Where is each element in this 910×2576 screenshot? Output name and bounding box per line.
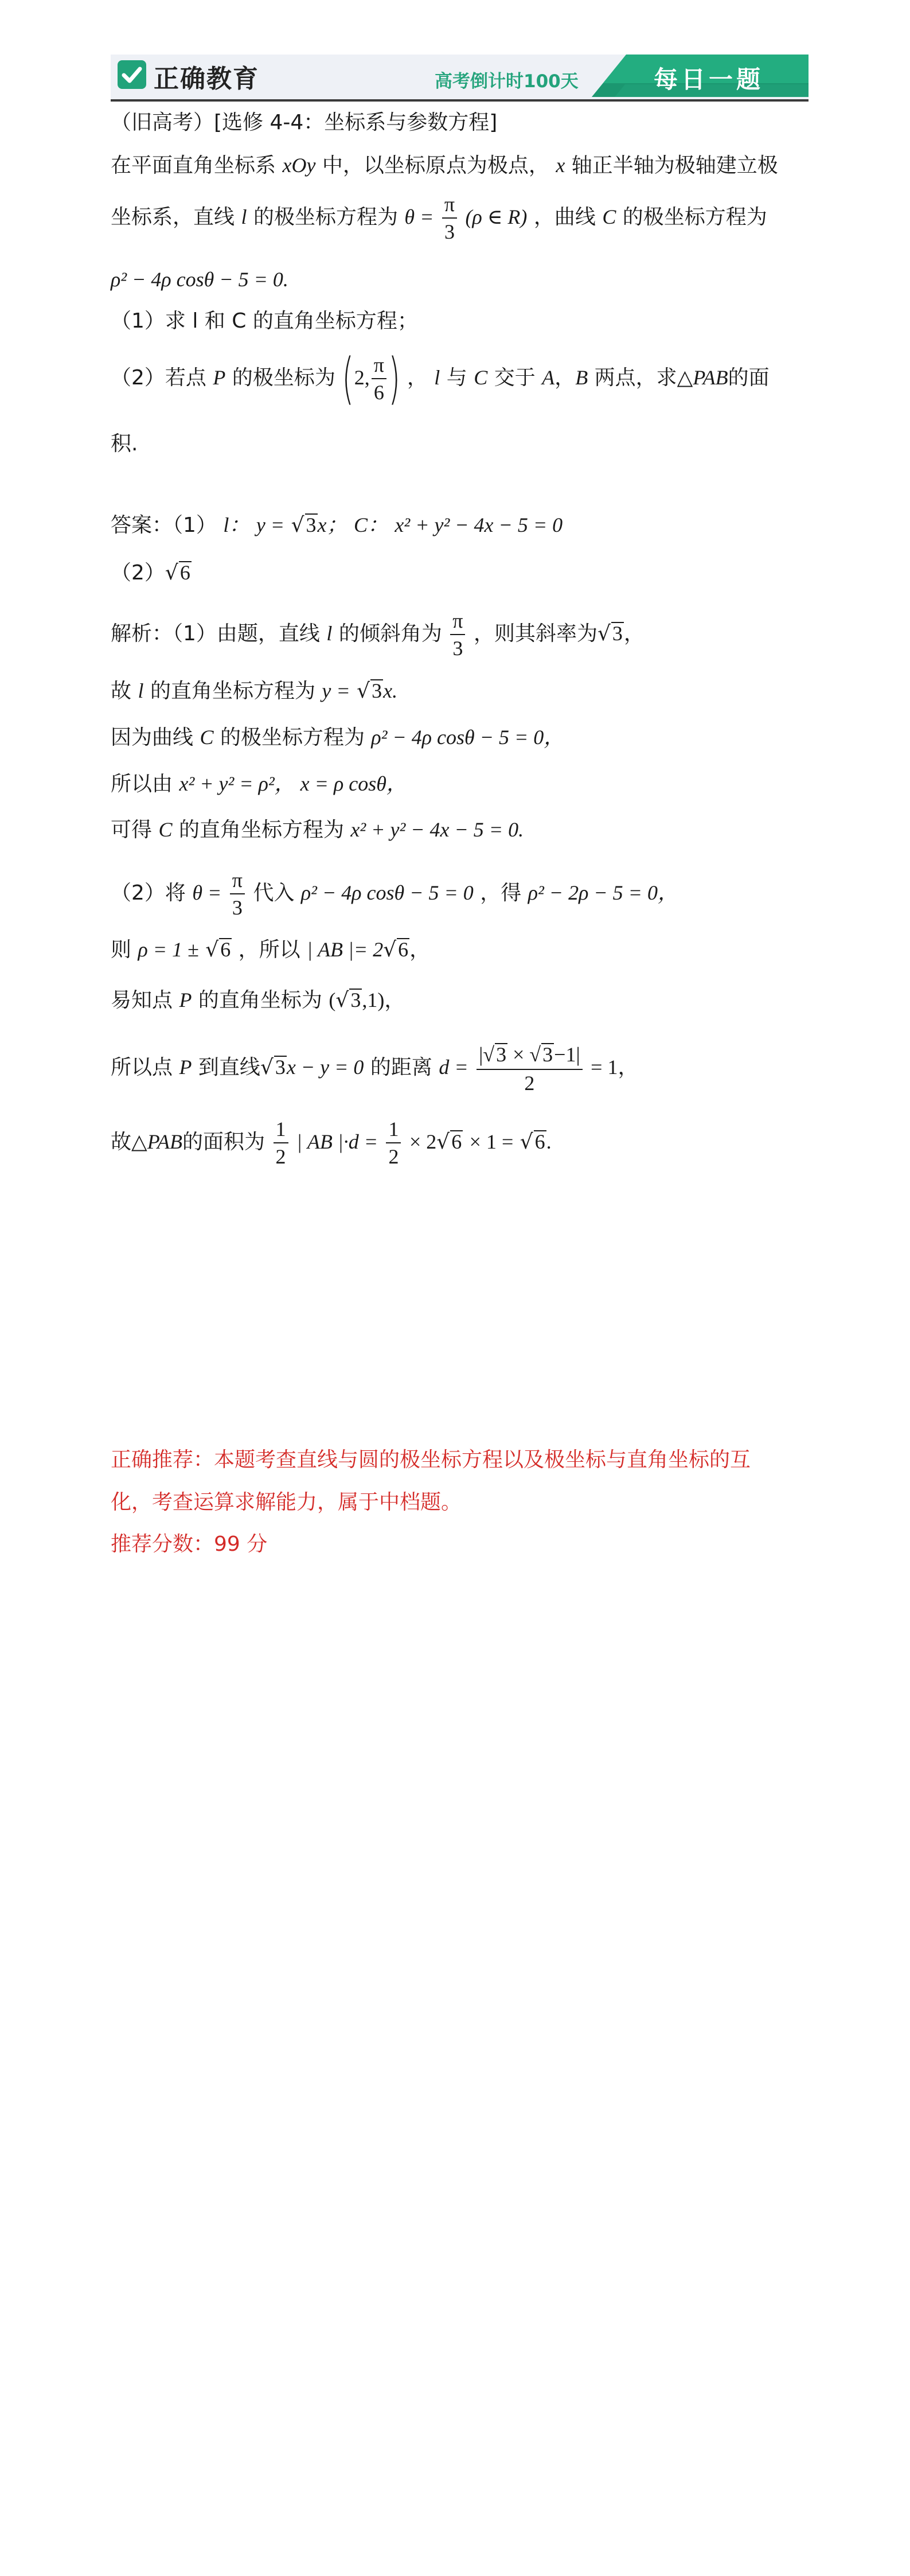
daily-question-label: 每日一题 xyxy=(654,65,764,94)
question-stem-line-1: 在平面直角坐标系 xOy 中，以坐标原点为极点， x 轴正半轴为极轴建立极 xyxy=(111,154,778,177)
question-part-2-line-2: 积. xyxy=(111,432,138,456)
solution-line-10: 故△PAB的面积为 $\frac{1}{2}$ | AB |·d = $\frac{1}{2}$ × 2√6 × 1 = √6. xyxy=(111,1118,552,1168)
countdown-label: 高考倒计时100天 xyxy=(435,71,579,92)
recommendation-line-1: 正确推荐：本题考查直线与圆的极坐标方程以及极坐标与直角坐标的互 xyxy=(111,1448,751,1472)
question-stem-line-2: 坐标系，直线 l 的极坐标方程为 θ = $\frac{\pi}{3}$ (ρ ∈ R) ，曲线 C 的极坐标方程为 xyxy=(111,193,767,243)
logo-text: 正确教育 xyxy=(154,64,259,94)
header-divider xyxy=(111,99,809,102)
distance-fraction: $\frac{|√3 \times √3-1|}{2}$ xyxy=(477,1043,583,1094)
solution-line-4: 所以由 x² + y² = ρ²， x = ρ cosθ， xyxy=(111,772,407,796)
solution-line-3: 因为曲线 C 的极坐标方程为 ρ² − 4ρ cosθ − 5 = 0， xyxy=(111,726,565,749)
solution-line-7: 则 ρ = 1 ± √6 ，所以 | AB |= 2√6， xyxy=(111,938,431,962)
question-part-1: （1）求 l 和 C 的直角坐标方程； xyxy=(111,309,418,333)
recommendation-score: 推荐分数：99 分 xyxy=(111,1532,268,1556)
solution-line-5: 可得 C 的直角坐标方程为 x² + y² − 4x − 5 = 0. xyxy=(111,818,524,842)
solution-line-1: 解析：（1）由题，直线 l 的倾斜角为 $\frac{\pi}{3}$ ，则其斜率为√3， xyxy=(111,609,645,660)
fraction-pi-over-6: $\frac{\pi}{6}$ xyxy=(372,355,386,403)
recommendation-line-2: 化，考查运算求解能力，属于中档题。 xyxy=(111,1491,462,1514)
answer-part-2: （2）√6 xyxy=(111,561,190,585)
solution-line-2: 故 l 的直角坐标方程为 y = √3x. xyxy=(111,679,398,703)
fraction-pi-over-3: $\frac{\pi}{3}$ xyxy=(442,194,457,242)
checkmark-logo-icon xyxy=(118,60,146,89)
question-part-2-line-1: （2）若点 P 的极坐标为 (2, $\frac{\pi}{6}$ ) ， l 与 C 交于 A，B 两点，求△PAB的面 xyxy=(111,347,770,411)
question-source: （旧高考）[选修 4-4：坐标系与参数方程] xyxy=(111,111,498,134)
answer-part-1: 答案：（1） l： y = √3x； C： x² + y² − 4x − 5 = 0 xyxy=(111,513,563,537)
solution-line-6: （2）将 θ = $\frac{\pi}{3}$ 代入 ρ² − 4ρ cosθ − 5 = 0 ，得 ρ² − 2ρ − 5 = 0， xyxy=(111,869,678,919)
solution-line-8: 易知点 P 的直角坐标为 (√3,1)， xyxy=(111,989,405,1012)
curve-polar-equation: ρ² − 4ρ cosθ − 5 = 0. xyxy=(111,268,288,291)
solution-line-9: 所以点 P 到直线√3x − y = 0 的距离 d = $\frac{|√3 \times √3-1|}{2}$ = 1， xyxy=(111,1043,639,1095)
